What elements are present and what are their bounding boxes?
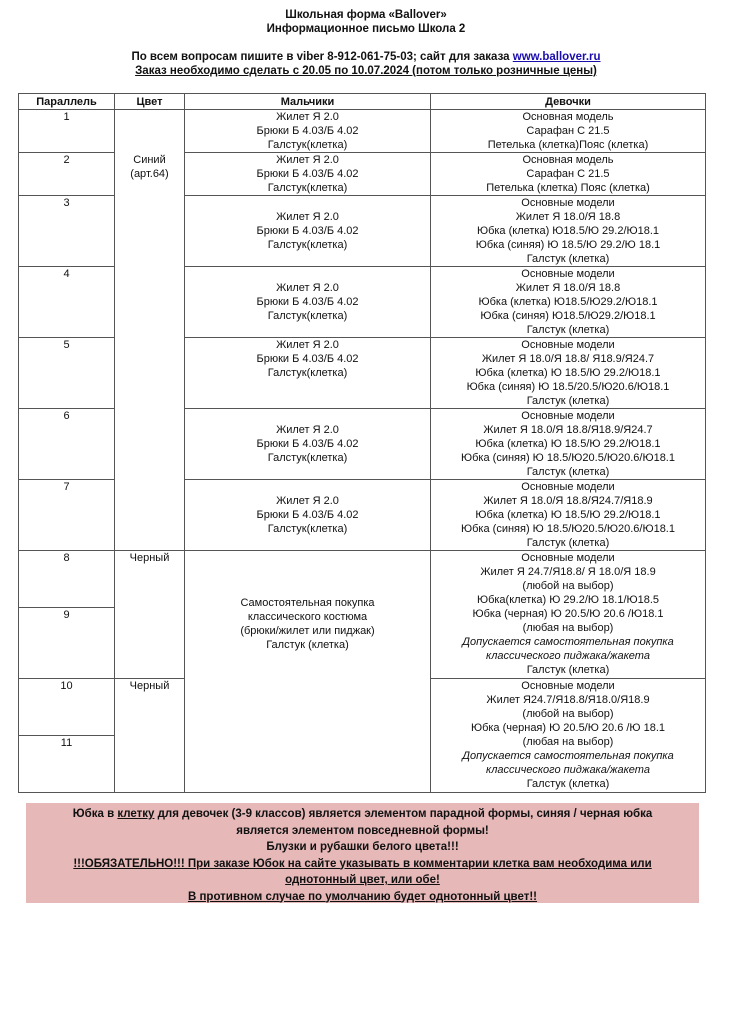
girls-line: Юбка (синяя) Ю 18.5/Ю20.5/Ю20.6/Ю18.1 (461, 452, 675, 464)
boys-cell (185, 110, 431, 153)
notice-line: В противном случае по умолчанию будет однотонный цвет!! (187, 890, 538, 903)
boys-line: Брюки Б 4.03/Б 4.02 (256, 296, 359, 308)
contact-text: По всем вопросам пишите в viber 8-912-061-75-03; сайт для заказа (131, 51, 513, 63)
girls-line: Юбка (клетка) Ю18.5/Ю29.2/Ю18.1 (478, 296, 658, 308)
girls-line: Галстук (клетка) (526, 395, 610, 407)
girls-line: Основные модели (521, 197, 615, 209)
girls-line: Юбка (клетка) Ю 18.5/Ю 29.2/Ю18.1 (475, 367, 661, 379)
girls-cell (431, 338, 706, 409)
boys-line: Галстук(клетка) (267, 310, 348, 322)
header-parallel: Параллель (19, 94, 115, 110)
boys-cell-senior (185, 551, 431, 793)
girls-line: Сарафан С 21.5 (526, 168, 610, 180)
girls-line: Основные модели (521, 339, 615, 351)
girls-cell (431, 551, 706, 679)
girls-line: Жилет Я 18.0/Я 18.8/Я18.9/Я24.7 (483, 424, 653, 436)
notice-text: Юбка в (72, 808, 118, 820)
contact-line (0, 50, 732, 64)
boys-line: Галстук(клетка) (267, 239, 348, 251)
girls-line: (любая на выбор) (522, 622, 614, 634)
girls-line: Галстук (клетка) (526, 778, 610, 790)
notice-text: для девочек (3-9 классов) является элементом парадной формы, синяя / черная юбка (154, 808, 653, 820)
girls-line: Петелька (клетка)Пояс (клетка) (487, 139, 649, 151)
boys-line: классического костюма (247, 610, 368, 623)
boys-line: Галстук (клетка) (266, 638, 349, 651)
boys-cell (185, 409, 431, 480)
girls-cell (431, 480, 706, 551)
girls-line: Основные модели (521, 680, 615, 692)
girls-line: (любой на выбор) (522, 708, 614, 720)
boys-line: Галстук(клетка) (267, 139, 348, 151)
boys-line: Жилет Я 2.0 (276, 495, 339, 507)
boys-line: Жилет Я 2.0 (276, 424, 339, 436)
table-row (19, 110, 706, 153)
girls-line: Юбка (черная) Ю 20.5/Ю 20.6 /Ю18.1 (472, 608, 664, 620)
girls-line: Основные модели (521, 552, 615, 564)
boys-cell (185, 153, 431, 196)
girls-line: (любая на выбор) (522, 736, 614, 748)
boys-cell (185, 267, 431, 338)
girls-line: Сарафан С 21.5 (526, 125, 610, 137)
boys-line: (брюки/жилет или пиджак) (240, 624, 375, 637)
boys-line: Жилет Я 2.0 (276, 211, 339, 223)
girls-line: Юбка (синяя) Ю 18.5/Ю20.5/Ю20.6/Ю18.1 (461, 523, 675, 535)
girls-line: Галстук (клетка) (526, 664, 610, 676)
girls-line: Юбка (клетка) Ю18.5/Ю 29.2/Ю18.1 (476, 225, 660, 237)
girls-line: Галстук (клетка) (526, 466, 610, 478)
parallel-cell: 3 (19, 196, 115, 267)
boys-line: Брюки Б 4.03/Б 4.02 (256, 438, 359, 450)
notice-line: однотонный цвет, или обе! (285, 874, 440, 886)
site-link[interactable]: www.ballover.ru (512, 51, 601, 63)
header-boys: Мальчики (185, 94, 431, 110)
girls-line: классического пиджака/жакета (486, 764, 650, 776)
girls-cell (431, 267, 706, 338)
boys-cell (185, 196, 431, 267)
girls-line: Юбка (клетка) Ю 18.5/Ю 29.2/Ю18.1 (475, 438, 661, 450)
parallel-cell: 8 (19, 551, 115, 608)
parallel-cell: 11 (19, 736, 115, 793)
girls-line: Основная модель (522, 111, 614, 123)
girls-line: Юбка (черная) Ю 20.5/Ю 20.6 /Ю 18.1 (470, 722, 666, 734)
color-name: Синий (133, 154, 166, 166)
color-cell-black: Черный (115, 551, 185, 679)
uniform-table (18, 93, 706, 793)
boys-line: Галстук(клетка) (267, 367, 348, 379)
parallel-cell: 10 (19, 679, 115, 736)
color-article: (арт.64) (130, 168, 169, 180)
notice-line (26, 806, 699, 823)
boys-line: Галстук(клетка) (267, 182, 348, 194)
girls-line: Допускается самостоятельная покупка (462, 750, 674, 762)
parallel-cell: 1 (19, 110, 115, 153)
boys-cell (185, 338, 431, 409)
girls-cell (431, 679, 706, 793)
notice-text-underlined: клетку (117, 808, 155, 820)
parallel-cell: 6 (19, 409, 115, 480)
color-cell-blue (115, 110, 185, 551)
girls-line: Юбка (синяя) Ю 18.5/Ю 29.2/Ю 18.1 (475, 239, 661, 251)
table-header-row (19, 94, 706, 110)
boys-cell (185, 480, 431, 551)
girls-line: классического пиджака/жакета (486, 650, 650, 662)
girls-line: Юбка (синяя) Ю 18.5/20.5/Ю20.6/Ю18.1 (466, 381, 670, 393)
parallel-cell: 9 (19, 608, 115, 679)
girls-cell (431, 409, 706, 480)
boys-line: Брюки Б 4.03/Б 4.02 (256, 353, 359, 365)
parallel-cell: 5 (19, 338, 115, 409)
girls-line: Основные модели (521, 410, 615, 422)
boys-line: Брюки Б 4.03/Б 4.02 (256, 225, 359, 237)
boys-line: Брюки Б 4.03/Б 4.02 (256, 168, 359, 180)
girls-line: Жилет Я24.7/Я18.8/Я18.0/Я18.9 (486, 694, 650, 706)
parallel-cell: 2 (19, 153, 115, 196)
boys-line: Жилет Я 2.0 (276, 339, 339, 351)
header-girls: Девочки (431, 94, 706, 110)
notice-line: Блузки и рубашки белого цвета!!! (266, 841, 459, 853)
girls-cell (431, 153, 706, 196)
girls-line: Жилет Я 18.0/Я 18.8/Я24.7/Я18.9 (483, 495, 653, 507)
boys-line: Самостоятельная покупка (240, 596, 375, 609)
boys-line: Галстук(клетка) (267, 452, 348, 464)
notice-line: !!!ОБЯЗАТЕЛЬНО!!! При заказе Юбок на сайте указывать в комментарии клетка вам необходима или (73, 857, 652, 870)
parallel-cell: 7 (19, 480, 115, 551)
girls-line: Галстук (клетка) (526, 537, 610, 549)
girls-line: Жилет Я 18.0/Я 18.8 (515, 282, 621, 294)
girls-line: Основные модели (521, 268, 615, 280)
boys-line: Брюки Б 4.03/Б 4.02 (256, 509, 359, 521)
girls-line: Основная модель (522, 154, 614, 166)
girls-line: Юбка (клетка) Ю 18.5/Ю 29.2/Ю18.1 (475, 509, 661, 521)
header-color: Цвет (115, 94, 185, 110)
girls-line: Юбка (синяя) Ю18.5/Ю29.2/Ю18.1 (480, 310, 656, 322)
girls-line: Галстук (клетка) (526, 253, 610, 265)
boys-line: Брюки Б 4.03/Б 4.02 (256, 125, 359, 137)
notice-line: является элементом повседневной формы! (236, 824, 489, 837)
girls-line: Жилет Я 18.0/Я 18.8/ Я18.9/Я24.7 (481, 353, 655, 365)
boys-line: Жилет Я 2.0 (276, 282, 339, 294)
letter-header (0, 8, 732, 78)
girls-line: Петелька (клетка) Пояс (клетка) (486, 182, 650, 194)
table-row (19, 551, 706, 608)
girls-cell (431, 110, 706, 153)
document-title: Школьная форма «Ballover» (285, 9, 447, 21)
girls-cell (431, 196, 706, 267)
girls-line: Допускается самостоятельная покупка (462, 636, 674, 648)
document-subtitle: Информационное письмо Школа 2 (266, 23, 466, 35)
color-cell-black: Черный (115, 679, 185, 793)
parallel-cell: 4 (19, 267, 115, 338)
girls-line: Жилет Я 24.7/Я18.8/ Я 18.0/Я 18.9 (480, 566, 656, 578)
notice-box (26, 803, 699, 903)
girls-line: Галстук (клетка) (526, 324, 610, 336)
order-deadline: Заказ необходимо сделать с 20.05 по 10.07.2024 (потом только розничные цены) (135, 65, 597, 77)
boys-line: Жилет Я 2.0 (276, 111, 339, 123)
girls-line: (любой на выбор) (522, 580, 614, 592)
boys-line: Галстук(клетка) (267, 523, 348, 535)
girls-line: Юбка(клетка) Ю 29.2/Ю 18.1/Ю18.5 (476, 594, 660, 606)
boys-line: Жилет Я 2.0 (276, 154, 339, 166)
girls-line: Жилет Я 18.0/Я 18.8 (515, 211, 621, 223)
girls-line: Основные модели (521, 481, 615, 493)
